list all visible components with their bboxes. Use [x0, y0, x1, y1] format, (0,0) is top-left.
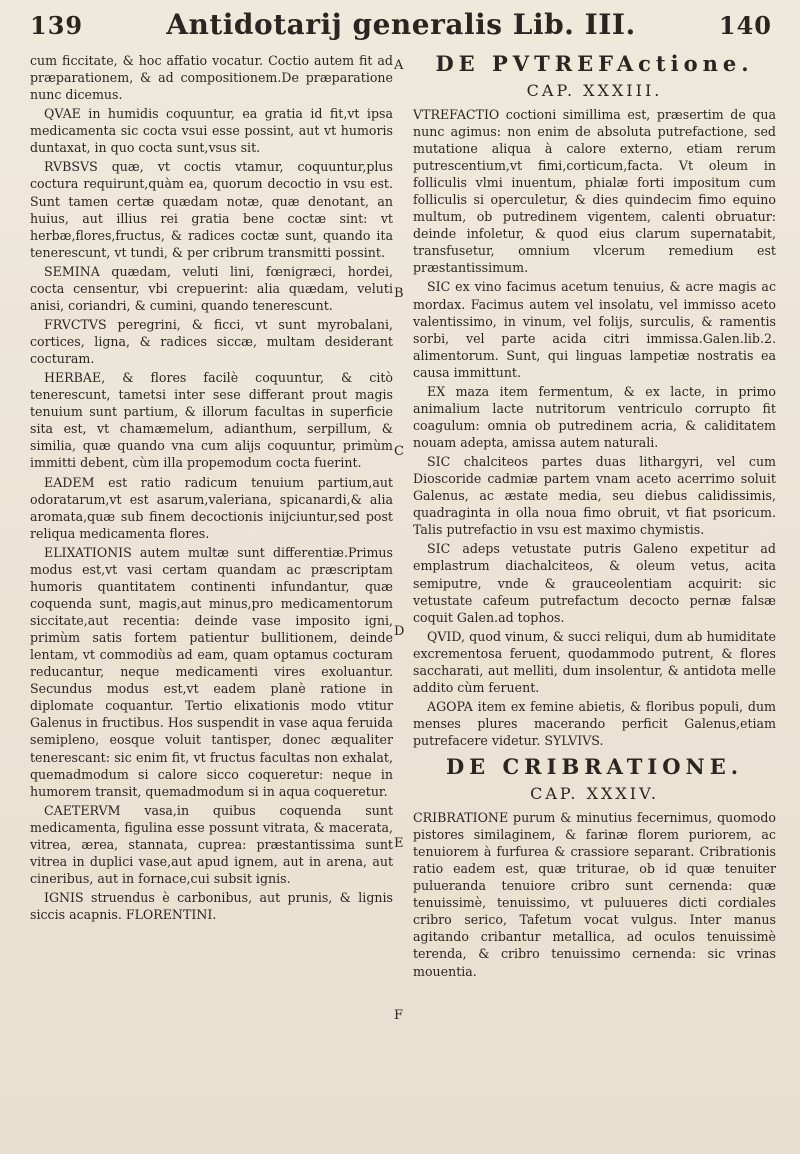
- paragraph: EX maza item fermentum, & ex lacte, in primo animalium lacte nutritorum ventriculo corrupto fit coagulum: omnia ob putredinem acria, & caliditatem nouam adepta, amissa autem naturali.: [413, 383, 776, 450]
- page-number-right: 140: [718, 11, 772, 40]
- paragraph: QVID, quod vinum, & succi reliqui, dum ab humiditate excrementosa feruent, quodammodo putrent, & flores saccharati, aut melliti, dum insolentur, & antidota melle addito cùm feruent.: [413, 628, 776, 695]
- text-columns: [30, 52, 776, 1144]
- paragraph: HERBAE, & flores facilè coquuntur, & citò tenerescunt, tametsi inter sese differant prout magis tenuium sunt partium, & illorum facultas in superficie sita est, vt chamæmelum, adianthum, serpillum, & similia, quæ quando vna cum alijs coquuntur, primùm immitti debent, cùm illa propemodum cocta fuerint.: [30, 370, 393, 471]
- paragraph: cum ficcitate, & hoc affatio vocatur. Coctio autem fit ad præparationem, & ad compositionem.De præparatione nunc dicemus.: [30, 53, 393, 103]
- right-column: [413, 52, 776, 1144]
- margin-letter-f: F: [394, 1008, 404, 1023]
- paragraph: CRIBRATIONE purum & minutius fecernimus, quomodo pistores similaginem, & farinæ florem puriorem, ac tenuiorem à furfurea & crassiore separant. Cribrationis ratio eadem est, quæ triturae, ob id quæ tenuiter puluerandа tenuiore cribro sunt cernenda: quæ tenuissimè, tenuissimo, vt puluueres dicti cordiales cribro serico, Tafetum vocat vulgus. Inter manus agitando cribantur metallica, ad oculos tenuissimè terenda, & cribro tenuissimo cernenda: sic vrinas mouentia.: [413, 809, 776, 979]
- paragraph: ELIXATIONIS autem multæ sunt differentiæ.Primus modus est,vt vasi certam quandam ac præscriptam humoris quantitatem continenti infundantur, quæ coquenda sunt, magis,aut minus,pro medicamentorum siccitate,aut recentia: deinde vase imposito igni, primùm satis fortem patientur bullitionem, deinde lentam, vt commodiùs ad eam, quam optamus cocturam reducantur, neque medicamenti vires exoluantur. Secundus modus est,vt eadem planè ratione in diplomate coquantur. Tertio elixationis modo vtitur Galenus in fructibus. Hos suspendit in vase aqua feruida semipleno, eosque voluit tantisper, donec æqualiter tenerescant: sic enim fit, vt fructus facultas non exhalat, quemadmodum si calore sicco coqueretur: neque in humorem transit, quemadmodum si in aqua coqueretur.: [30, 544, 393, 799]
- paragraph: EADEM est ratio radicum tenuium partium,aut odoratarum,vt est asarum,valeriana, spicanardi,& alia aromata,quæ sub finem decoctionis inijciuntur,sed post reliqua medicamenta flores.: [30, 474, 393, 541]
- running-head: [30, 8, 772, 44]
- left-column: [30, 52, 393, 1144]
- paragraph: AGOPA item ex femine abietis, & floribus populi, dum menses plures macerando perficit Galenus,etiam putrefacere videtur. SYLVIVS.: [413, 698, 776, 749]
- chapter-heading: CAP. XXXIII.: [526, 81, 663, 101]
- margin-letter-b: B: [394, 286, 404, 301]
- section-title: DE PVTREFActione.: [435, 51, 754, 76]
- paragraph: SIC chalciteos partes duas lithargyri, vel cum Dioscoride cadmiæ partem vnam aceto acerrimo soluit Galenus, ac æstate media, seu diebus calidissimis, quadraginta in olla noua fimo obruit, vt fiat psoricum. Talis putrefactio in vsu est maximo chymistis.: [413, 454, 776, 538]
- running-title: Antidotarij generalis Lib. III.: [166, 8, 636, 41]
- page-number-left: 139: [30, 11, 84, 40]
- paragraph: SEMINA quædam, veluti lini, fœnigræci, hordei, cocta censentur, vbi crepuerint: alia quædam, veluti anisi, coriandri, & cumini, quando tenerescunt.: [30, 263, 393, 313]
- paragraph: RVBSVS quæ, vt coctis vtamur, coquuntur,plus coctura requirunt,quàm ea, quorum decoctio in vsu est. Sunt tamen certæ quædam notæ, quæ denotant, an huius, aut illius rei gratia bene coctæ sint: vt herbæ,flores,fructus, & radices coctæ sunt, quando ita tenerescunt, vt tundi, & per cribrum transmitti possint.: [30, 159, 393, 260]
- paragraph: SIC adeps vetustate putris Galeno expetitur ad emplastrum diachalciteos, & oleum vetus, acita semiputre, vnde & grauceolentiam acquirit: sic vetustate cafeum putrefactum decocto pernæ falsæ coquit Galen.ad tophos.: [413, 541, 776, 625]
- paragraph: FRVCTVS peregrini, & ficci, vt sunt myrobalani, cortices, ligna, & radices siccæ, multam desiderant cocturam.: [30, 316, 393, 367]
- paragraph: QVAE in humidis coquuntur, ea gratia id fit,vt ipsa medicamenta sic cocta vsui esse possint, aut vt humoris duntaxat, in quo cocta sunt,vsus sit.: [30, 106, 393, 156]
- paragraph: IGNIS struendus è carbonibus, aut prunis, & lignis siccis acapnis. FLORENTINI.: [30, 890, 393, 923]
- margin-letter-c: C: [394, 444, 404, 459]
- section-title: DE CRIBRATIONE.: [445, 754, 744, 780]
- margin-letter-e: E: [394, 836, 404, 851]
- margin-letter-d: D: [394, 624, 405, 639]
- paragraph: CAETERVM vasa,in quibus coquenda sunt medicamenta, figulina esse possunt vitrata, & macerata, vitrea, ærea, stannata, cuprea: præstantissima sunt vitrea in duplici vase,aut apud ignem, aut in arena, aut cineribus, aut in fornace,cui subsit ignis.: [30, 802, 393, 886]
- margin-letter-a: A: [394, 58, 404, 73]
- paragraph: SIC ex vino facimus acetum tenuius, & acre magis ac mordax. Facimus autem vel insolatu, vel immisso aceto valentissimo, in vinum, vel folijs, surculis, & ramentis sorbi, vel parte acida citri immissa.Galen.lib.2. alimentorum. Sunt, qui linguas lampetiæ nostratis ea causa immittunt.: [413, 279, 776, 380]
- paragraph: VTREFACTIO coctioni simillima est, præsertim de qua nunc agimus: non enim de absoluta putrefactione, sed mutatione aliqua à calore externo, etiam rerum putrescentium,vt fimi,corticum,facta. Vt oleum in folliculis vlmi inuentum, phialæ forti impositum cum folliculis si operculetur, & dies quindecim fimo equino multum, ob putredinem vigentem, calenti obruatur: deinde infoletur, & quod eius clarum supernatabit, transfusetur, omnium vlcerum remedium est præstantissimum.: [413, 106, 776, 276]
- chapter-heading: CAP. XXXIV.: [530, 784, 659, 804]
